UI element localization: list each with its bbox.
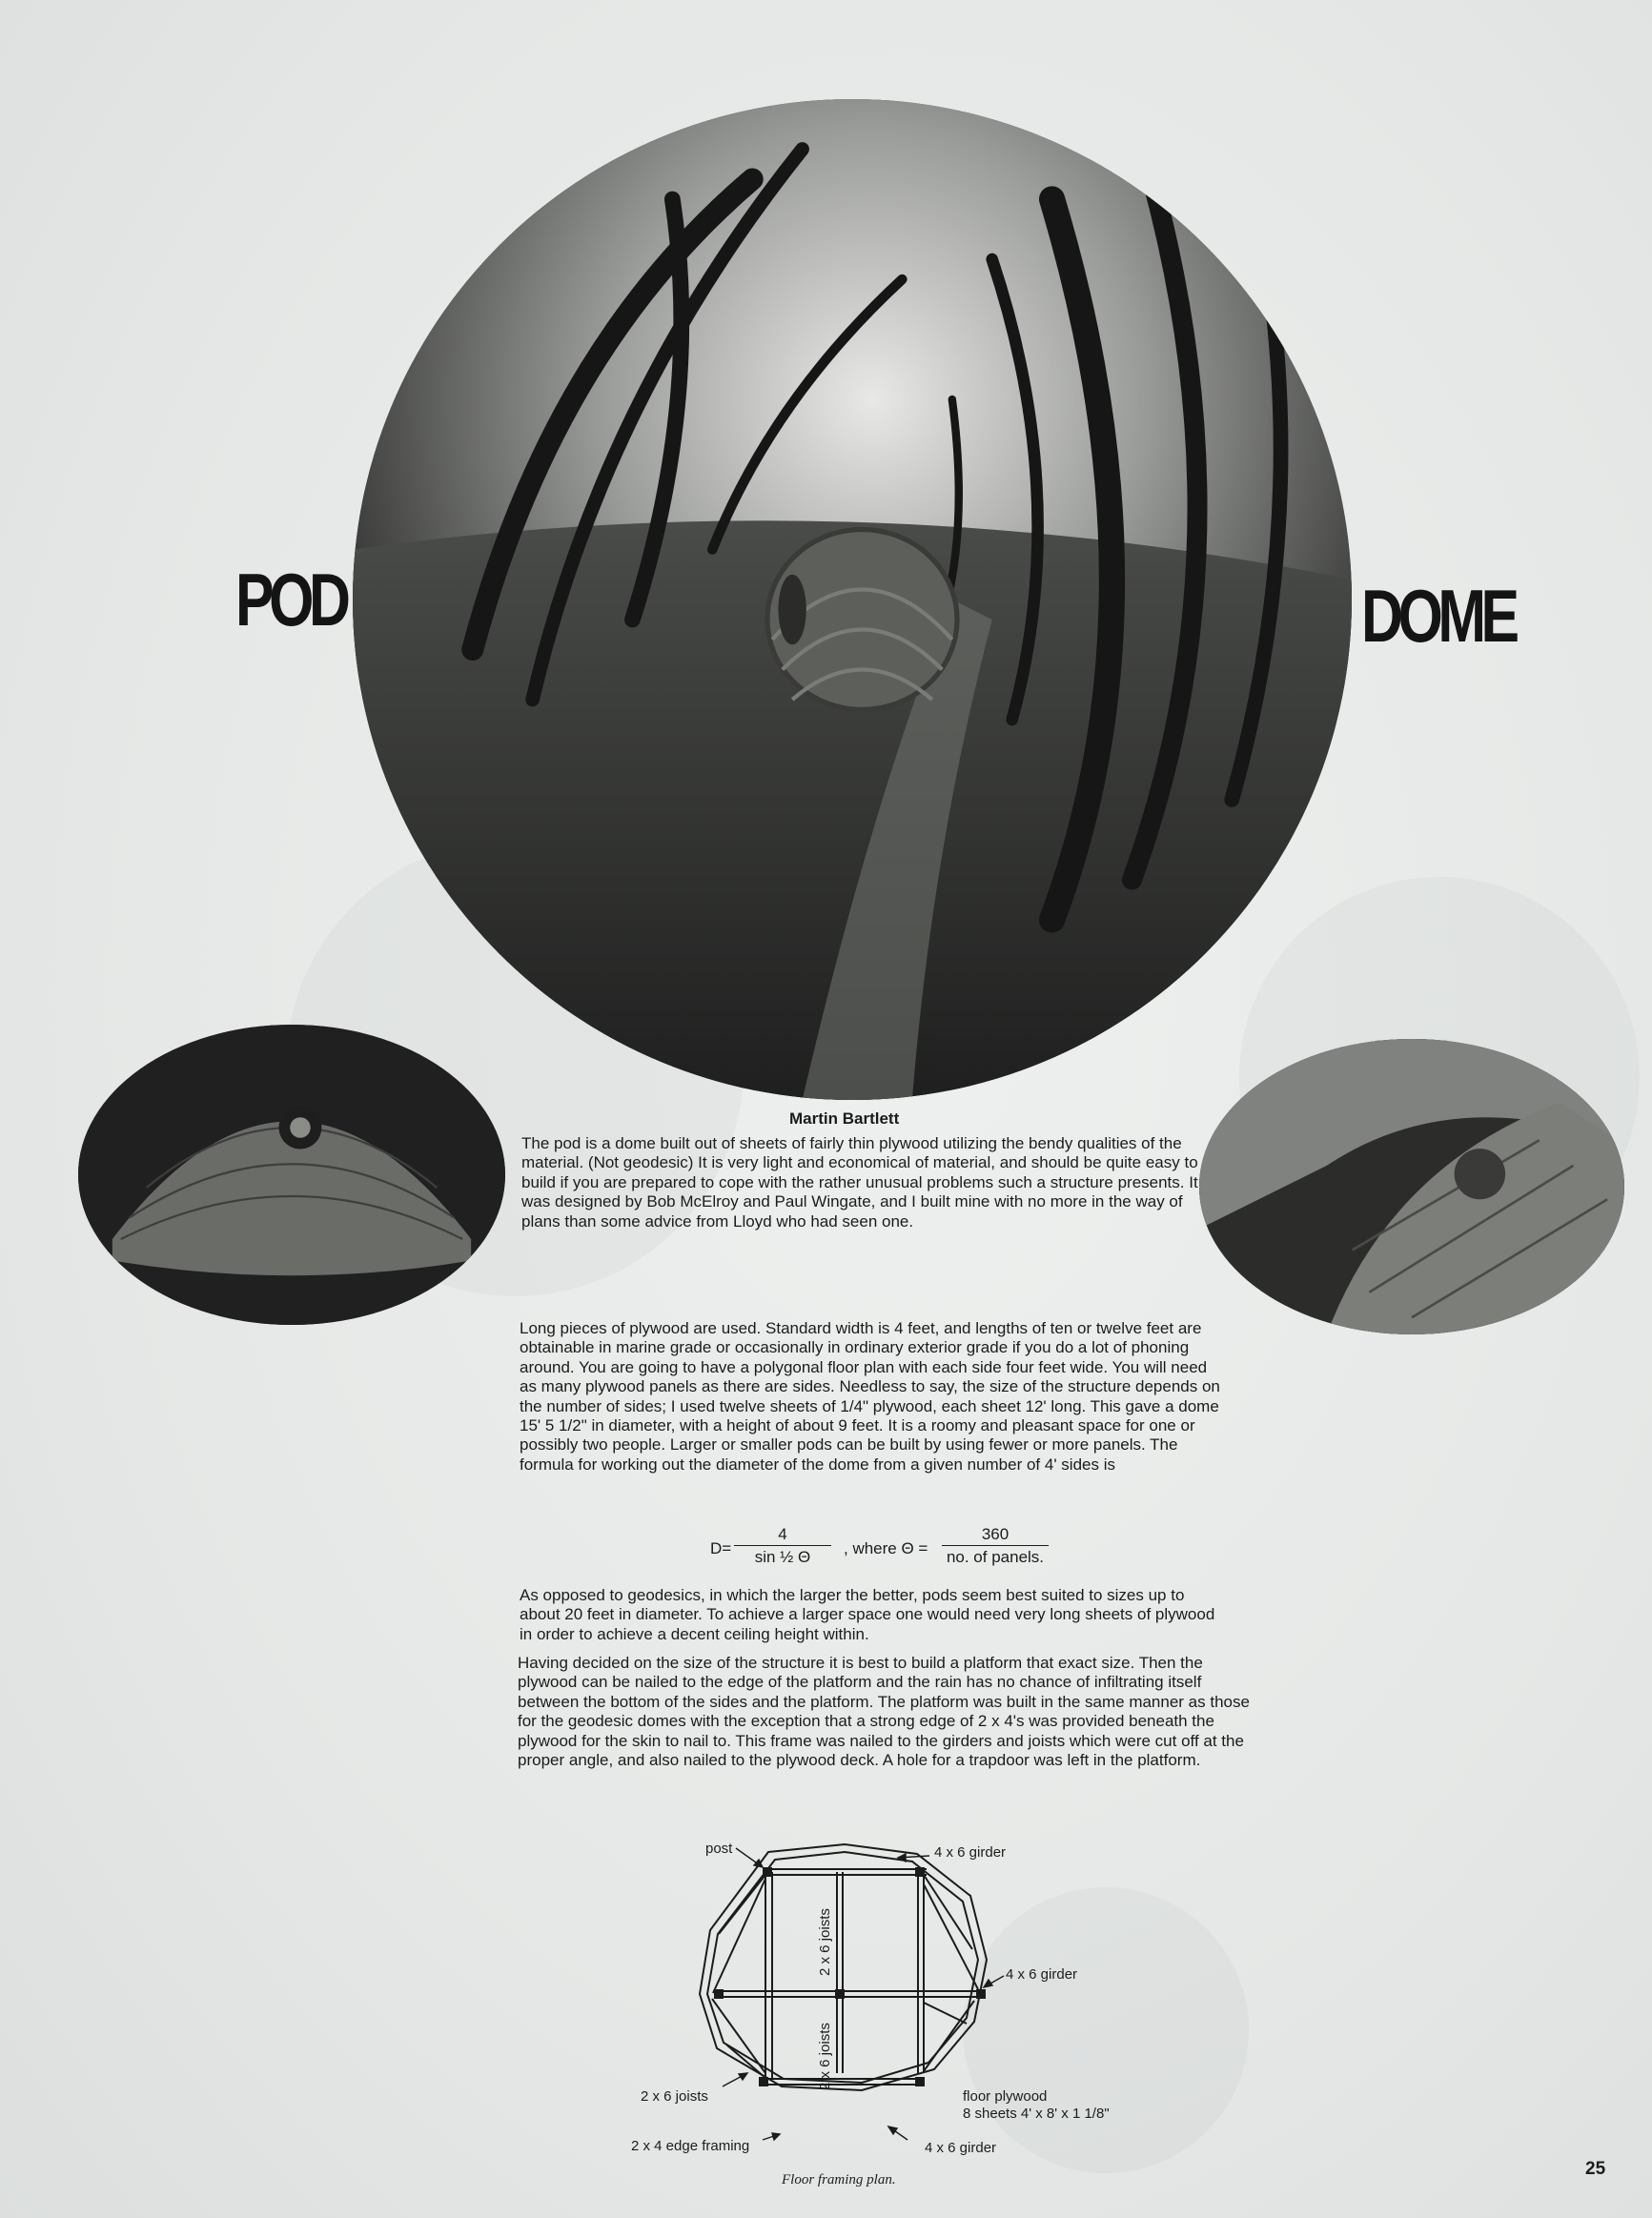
label-edge-framing: 2 x 4 edge framing	[631, 2138, 750, 2154]
label-post: post	[705, 1841, 733, 1857]
label-girder-top: 4 x 6 girder	[934, 1844, 1007, 1861]
figure-caption: Floor framing plan.	[782, 2172, 896, 2187]
formula-denominator-1: sin ½ Θ	[754, 1548, 811, 1566]
label-girder-bottom: 4 x 6 girder	[925, 2140, 997, 2156]
label-joists-lower: 2 x 6 joists	[817, 2023, 833, 2090]
geodesic-comparison-paragraph: As opposed to geodesics, in which the larger the better, pods seem best suited to sizes up to about 20 feet in diameter. To achieve a larger space one would need very long sheets of plywood in order to achieve a decent ceiling height within.	[520, 1586, 1215, 1643]
formula-numerator-2: 360	[942, 1525, 1049, 1546]
platform-paragraph: Having decided on the size of the structure it is best to build a platform that exact size. Then the plywood can be nailed to the edge of the platform and the rain has no chance of infiltrating itself between the bottom of the sides and the platform. The platform was built in the same manner as those for the geodesic domes with the exception that a strong edge of 2 x 4's was provided beneath the plywood for the skin to nail to. This frame was nailed to the girders and joists which were cut off at the proper angle, and also nailed to the plywood deck. A hole for a trapdoor was left in the platform.	[518, 1654, 1250, 1770]
label-joists-left: 2 x 6 joists	[641, 2088, 708, 2105]
page-number: 25	[1585, 2159, 1606, 2179]
left-dome-photo	[78, 1025, 505, 1325]
formula-numerator-1: 4	[734, 1525, 831, 1546]
label-floor-plywood: floor plywood	[963, 2088, 1048, 2105]
label-joists-upper: 2 x 6 joists	[817, 1908, 833, 1976]
main-fisheye-photo	[353, 99, 1352, 1100]
plywood-paragraph: Long pieces of plywood are used. Standard width is 4 feet, and lengths of ten or twelve feet are obtainable in marine grade or occasionally in ordinary exterior grade if you do a lot of phoning around. You are going to have a polygonal floor plan with each side four feet wide. You will need as many plywood panels as there are sides. Needless to say, the size of the structure depends on the number of sides; I used twelve sheets of 1/4" plywood, each sheet 12' long. This gave a dome 15' 5 1/2" in diameter, with a height of about 9 feet. It is a roomy and pleasant space for one or possibly two people. Larger or smaller pods can be built by using fewer or more panels. The formula for working out the diameter of the dome from a given number of 4' sides is	[520, 1319, 1220, 1474]
headline-dome: DOME	[1361, 574, 1515, 658]
formula-where: , where Θ =	[844, 1539, 928, 1557]
formula-lhs: D=	[710, 1539, 732, 1557]
label-floor-plywood-sheets: 8 sheets 4' x 8' x 1 1/8"	[963, 2106, 1110, 2122]
floor-framing-diagram	[620, 1835, 1115, 2159]
label-girder-mid: 4 x 6 girder	[1006, 1966, 1078, 1983]
author-byline: Martin Bartlett	[789, 1109, 900, 1128]
formula-denominator-2: no. of panels.	[946, 1548, 1045, 1566]
formula-fraction-2	[942, 1525, 1049, 1567]
intro-paragraph: The pod is a dome built out of sheets of fairly thin plywood utilizing the bendy qualities of the material. (Not geodesic) It is very light and economical of material, and should be quite easy to build if you are prepared to cope with the rather unusual problems such a structure presents. It was designed by Bob McElroy and Paul Wingate, and I built mine with no more in the way of plans than some advice from Lloyd who had seen one.	[521, 1134, 1198, 1231]
headline-pod: POD	[235, 558, 346, 641]
right-dome-photo	[1199, 1039, 1624, 1334]
formula-fraction-1	[734, 1525, 831, 1567]
